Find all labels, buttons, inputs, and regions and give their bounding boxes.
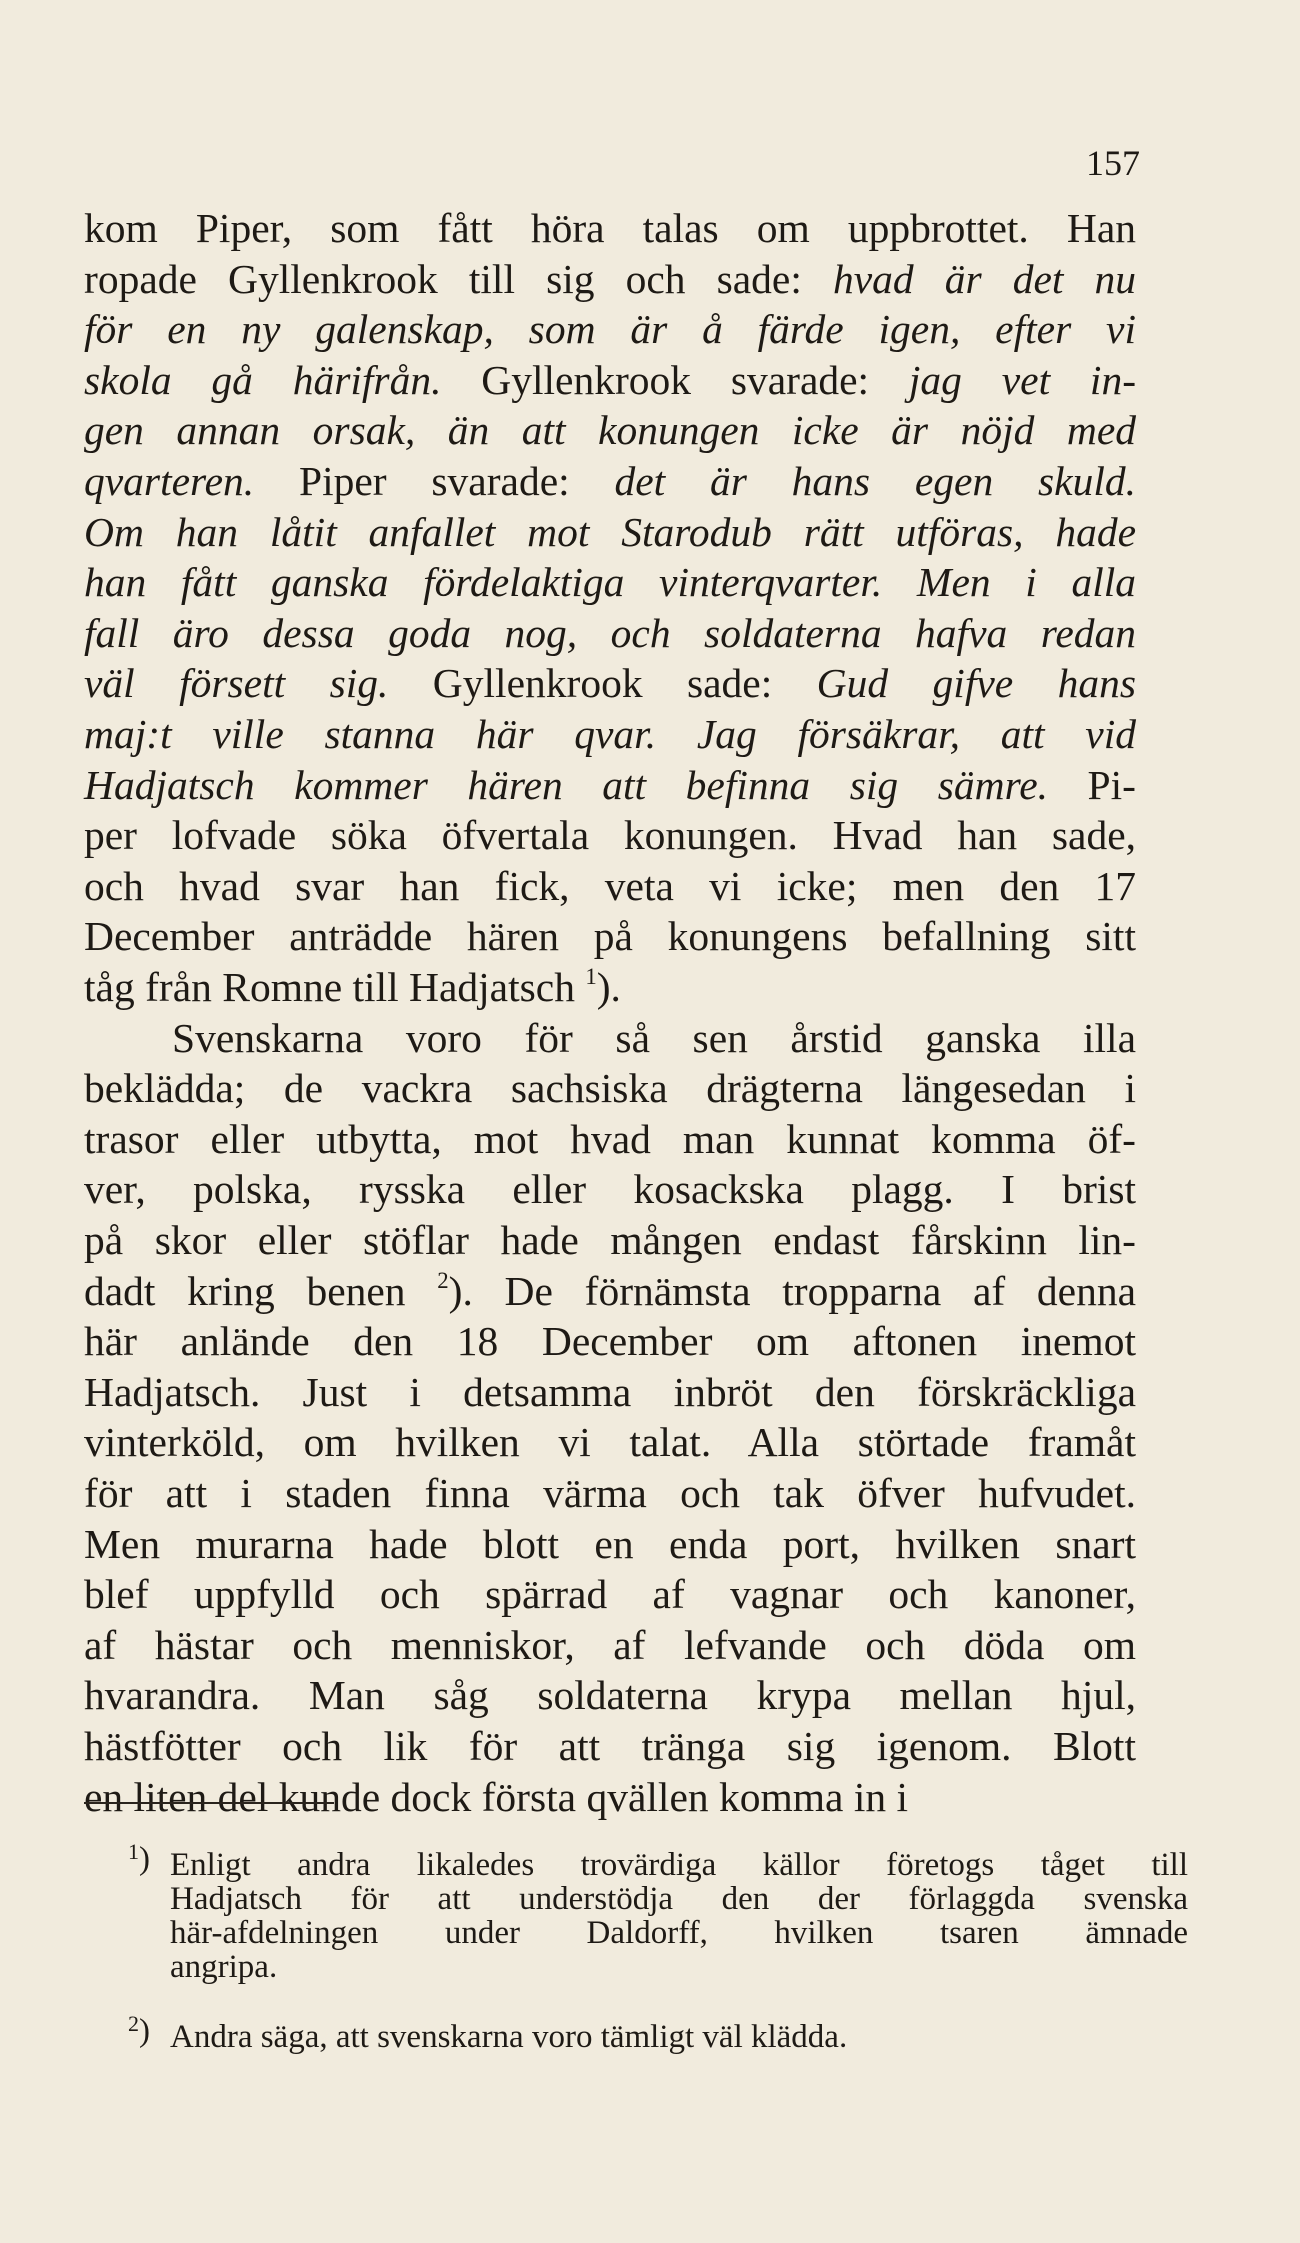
text-span: Piper svarade: (254, 458, 615, 504)
text-span: blef uppfylld och spärrad af vagnar och kanoner, (84, 1571, 1136, 1618)
text-span: Men murarna hade blott en enda port, hvilken snart (84, 1520, 1136, 1567)
text-span: Svenskarna voro för så sen årstid ganska illa (172, 1014, 1136, 1061)
footnote-reference: 1 (585, 963, 597, 989)
italic-text: Gud gifve hans (816, 660, 1136, 707)
italic-text: fall äro dessa goda nog, och soldaterna hafva redan (84, 609, 1136, 656)
footnote-number: 2 (128, 2011, 139, 2036)
text-line (84, 1114, 1136, 1164)
text-span: Gyllenkrook sade: (388, 660, 817, 707)
italic-text: qvarteren. (84, 458, 255, 504)
footnote-line: Hadjatsch för att understödja den der förlaggda svenska (170, 1881, 1188, 1917)
text-line (84, 557, 1136, 607)
italic-text: hvad är det nu (832, 255, 1136, 302)
text-line (84, 1417, 1136, 1467)
text-span: här anlände den 18 December om aftonen inemot (84, 1318, 1136, 1365)
footnote-number: 1 (128, 1839, 139, 1864)
text-span: kom Piper, som fått höra talas om uppbrottet. Han (84, 205, 1136, 251)
text-line (84, 1367, 1136, 1417)
text-span: ver, polska, rysska eller kosackska plagg. I brist (84, 1166, 1136, 1213)
footnote-line: Enligt andra likaledes trovärdiga källor företogs tåget till (170, 1847, 1188, 1883)
footnote-paren: ) (139, 2013, 150, 2049)
italic-text: Om han låtit anfallet mot Starodub rätt utföras, hade (84, 508, 1136, 555)
text-span: beklädda; de vackra sachsiska drägterna längesedan i (84, 1065, 1136, 1112)
text-line (84, 709, 1136, 759)
text-span: dadt kring benen (84, 1267, 438, 1314)
text-line (84, 911, 1136, 961)
footnote-line: här-afdelningen under Daldorff, hvilken tsaren ämnade (170, 1915, 1188, 1951)
text-line (84, 1519, 1136, 1569)
text-line (84, 1164, 1136, 1214)
text-span: och hvad svar han fick, veta vi icke; men den 17 (84, 862, 1136, 909)
text-line (84, 658, 1136, 708)
text-line (84, 254, 1136, 304)
text-line (84, 861, 1136, 911)
footnote-line: angripa. (170, 1949, 278, 1985)
text-line (84, 456, 1136, 506)
text-line (84, 355, 1136, 405)
text-line (84, 1215, 1136, 1265)
text-line (84, 760, 1136, 810)
text-span: en liten del kunde dock första qvällen komma in i (84, 1773, 909, 1820)
text-span: ropade Gyllenkrook till sig och sade: (84, 255, 833, 302)
text-span: Pi- (1047, 761, 1136, 808)
text-span: Gyllenkrook svarade: (441, 356, 909, 403)
text-line (84, 810, 1136, 860)
italic-text: jag vet in- (908, 356, 1137, 403)
text-span: hvarandra. Man såg soldaterna krypa mellan hjul, (84, 1672, 1136, 1719)
italic-text: Hadjatsch kommer hären att befinna sig sämre. (84, 761, 1048, 808)
text-span: trasor eller utbytta, mot hvad man kunnat komma öf- (84, 1115, 1136, 1162)
italic-text: väl försett sig. (84, 660, 389, 707)
text-span: för att i staden finna värma och tak öfver hufvudet. (84, 1470, 1136, 1516)
italic-text: maj:t ville stanna här qvar. Jag försäkrar, att vid (84, 711, 1136, 757)
text-span: December anträdde hären på konungens befallning sitt (84, 913, 1136, 960)
text-line (84, 1266, 1136, 1316)
italic-text: han fått ganska fördelaktiga vinterqvarter. Men i alla (84, 559, 1136, 606)
text-span: Hadjatsch. Just i detsamma inbröt den förskräckliga (84, 1368, 1136, 1415)
text-span: hästfötter och lik för att tränga sig igenom. Blott (84, 1723, 1136, 1769)
text-line (84, 962, 1136, 1012)
text-line (84, 1063, 1136, 1113)
text-span: vinterköld, om hvilken vi talat. Alla störtade framåt (84, 1419, 1136, 1466)
page-number: 157 (1086, 143, 1140, 183)
text-line (84, 1772, 1136, 1822)
footnote-line: Andra säga, att svenskarna voro tämligt väl klädda. (170, 2019, 848, 2055)
text-line (84, 1316, 1136, 1366)
text-line (84, 608, 1136, 658)
text-line (84, 405, 1136, 455)
italic-text: för en ny galenskap, som är å färde igen, efter vi (84, 306, 1136, 353)
text-span: tåg från Romne till Hadjatsch (84, 964, 586, 1010)
italic-text: skola gå härifrån. (84, 356, 442, 403)
footnote-marker (128, 1837, 158, 1877)
text-span: ). De förnämsta tropparna af denna (448, 1267, 1136, 1314)
text-span: på skor eller stöflar hade mången endast fårskinn lin- (84, 1217, 1136, 1263)
text-line (172, 1013, 1136, 1063)
footnote-reference: 2 (437, 1267, 449, 1293)
footnote-paren: ) (139, 1841, 150, 1877)
text-line (84, 1620, 1136, 1670)
text-line (84, 203, 1136, 253)
footnote-marker (128, 2009, 158, 2049)
italic-text: det är hans egen skuld. (614, 458, 1136, 504)
text-line (84, 1670, 1136, 1720)
text-span: ). (596, 964, 621, 1010)
text-span: af hästar och menniskor, af lefvande och döda om (84, 1621, 1136, 1668)
footnote-divider (84, 1802, 334, 1804)
text-line (84, 507, 1136, 557)
text-line (84, 304, 1136, 354)
text-line (84, 1468, 1136, 1518)
italic-text: gen annan orsak, än att konungen icke är nöjd med (84, 407, 1136, 454)
text-span: per lofvade söka öfvertala konungen. Hvad han sade, (84, 812, 1136, 859)
text-line (84, 1569, 1136, 1619)
text-line (84, 1721, 1136, 1771)
